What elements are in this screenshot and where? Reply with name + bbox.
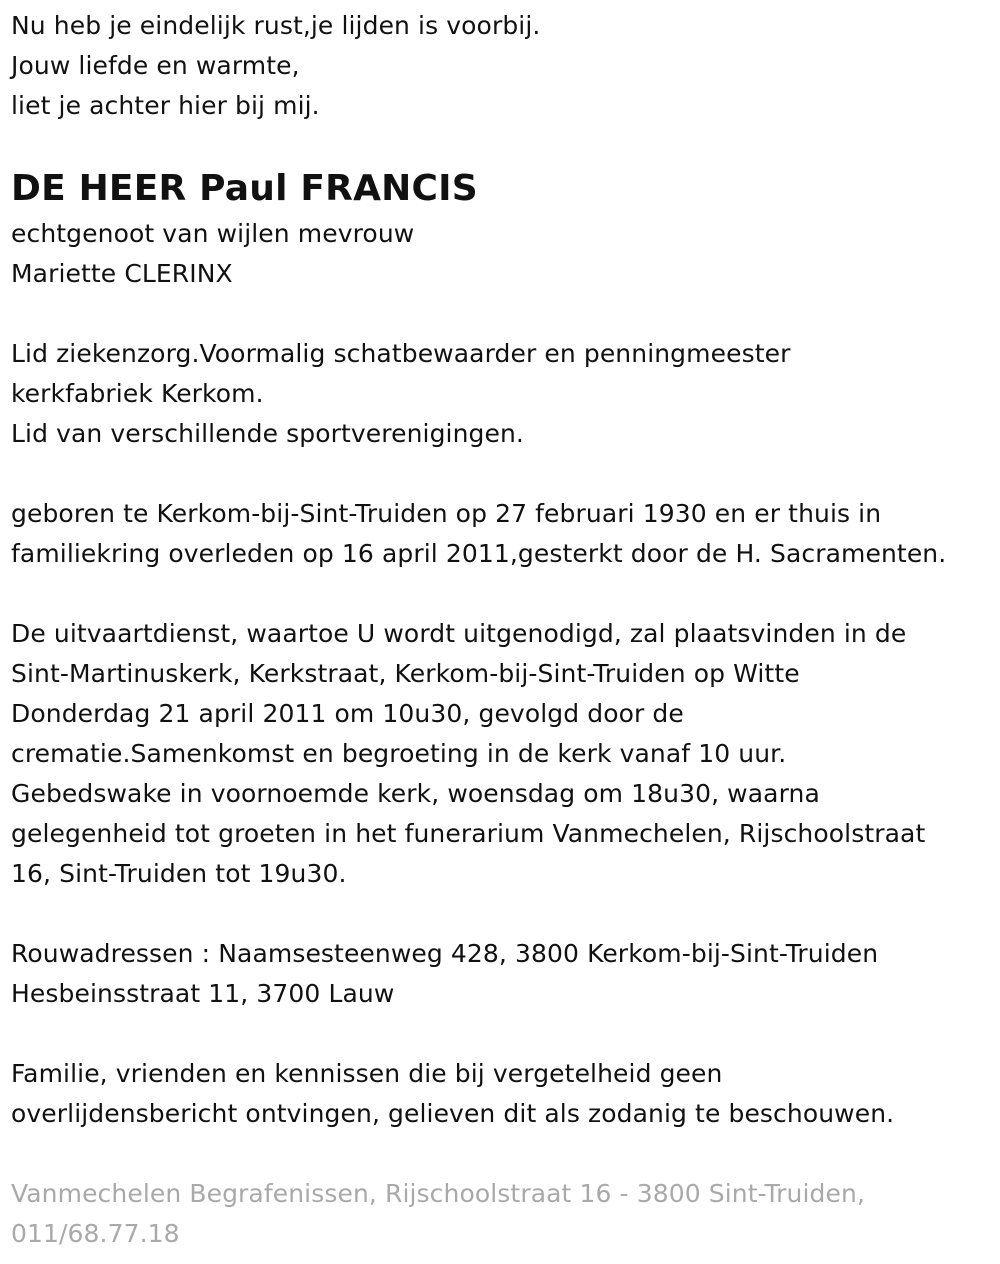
- spouse-line: echtgenoot van wijlen mevrouw: [11, 219, 415, 248]
- spouse-info: [11, 214, 1000, 294]
- poem-line: Nu heb je eindelijk rust,je lijden is voorbij.: [11, 11, 541, 40]
- ceremony-line: 16, Sint-Truiden tot 19u30.: [11, 859, 347, 888]
- memberships: [11, 334, 1000, 454]
- deceased-name: DE HEER Paul FRANCIS: [11, 168, 478, 209]
- funeral-home-footer: [11, 1174, 1000, 1254]
- notice-line: Familie, vrienden en kennissen die bij vergetelheid geen: [11, 1059, 723, 1088]
- ceremony-line: gelegenheid tot groeten in het funerarium Vanmechelen, Rijschoolstraat: [11, 819, 926, 848]
- birth-death-line: geboren te Kerkom-bij-Sint-Truiden op 27 februari 1930 en er thuis in: [11, 499, 882, 528]
- spouse-line: Mariette CLERINX: [11, 259, 233, 288]
- notice-line: overlijdensbericht ontvingen, gelieven dit als zodanig te beschouwen.: [11, 1099, 895, 1128]
- address-line: Rouwadressen : Naamsesteenweg 428, 3800 Kerkom-bij-Sint-Truiden: [11, 939, 879, 968]
- birth-death-line: familiekring overleden op 16 april 2011,gesterkt door de H. Sacramenten.: [11, 539, 947, 568]
- membership-line: Lid ziekenzorg.Voormalig schatbewaarder en penningmeester: [11, 339, 791, 368]
- membership-line: kerkfabriek Kerkom.: [11, 379, 264, 408]
- poem-line: liet je achter hier bij mij.: [11, 91, 320, 120]
- membership-line: Lid van verschillende sportverenigingen.: [11, 419, 524, 448]
- ceremony-line: Sint-Martinuskerk, Kerkstraat, Kerkom-bij-Sint-Truiden op Witte: [11, 659, 800, 688]
- footer-line: Vanmechelen Begrafenissen, Rijschoolstraat 16 - 3800 Sint-Truiden,: [11, 1179, 865, 1208]
- ceremony-info: [11, 614, 1000, 894]
- ceremony-line: crematie.Samenkomst en begroeting in de kerk vanaf 10 uur.: [11, 739, 787, 768]
- poem-line: Jouw liefde en warmte,: [11, 51, 300, 80]
- notice: [11, 1054, 1000, 1134]
- mourning-addresses: [11, 934, 1000, 1014]
- address-line: Hesbeinsstraat 11, 3700 Lauw: [11, 979, 395, 1008]
- poem: [11, 0, 1000, 126]
- ceremony-line: Gebedswake in voornoemde kerk, woensdag om 18u30, waarna: [11, 779, 820, 808]
- birth-death-info: [11, 494, 1000, 574]
- footer-phone: 011/68.77.18: [11, 1219, 180, 1248]
- ceremony-line: De uitvaartdienst, waartoe U wordt uitgenodigd, zal plaatsvinden in de: [11, 619, 907, 648]
- ceremony-line: Donderdag 21 april 2011 om 10u30, gevolgd door de: [11, 699, 684, 728]
